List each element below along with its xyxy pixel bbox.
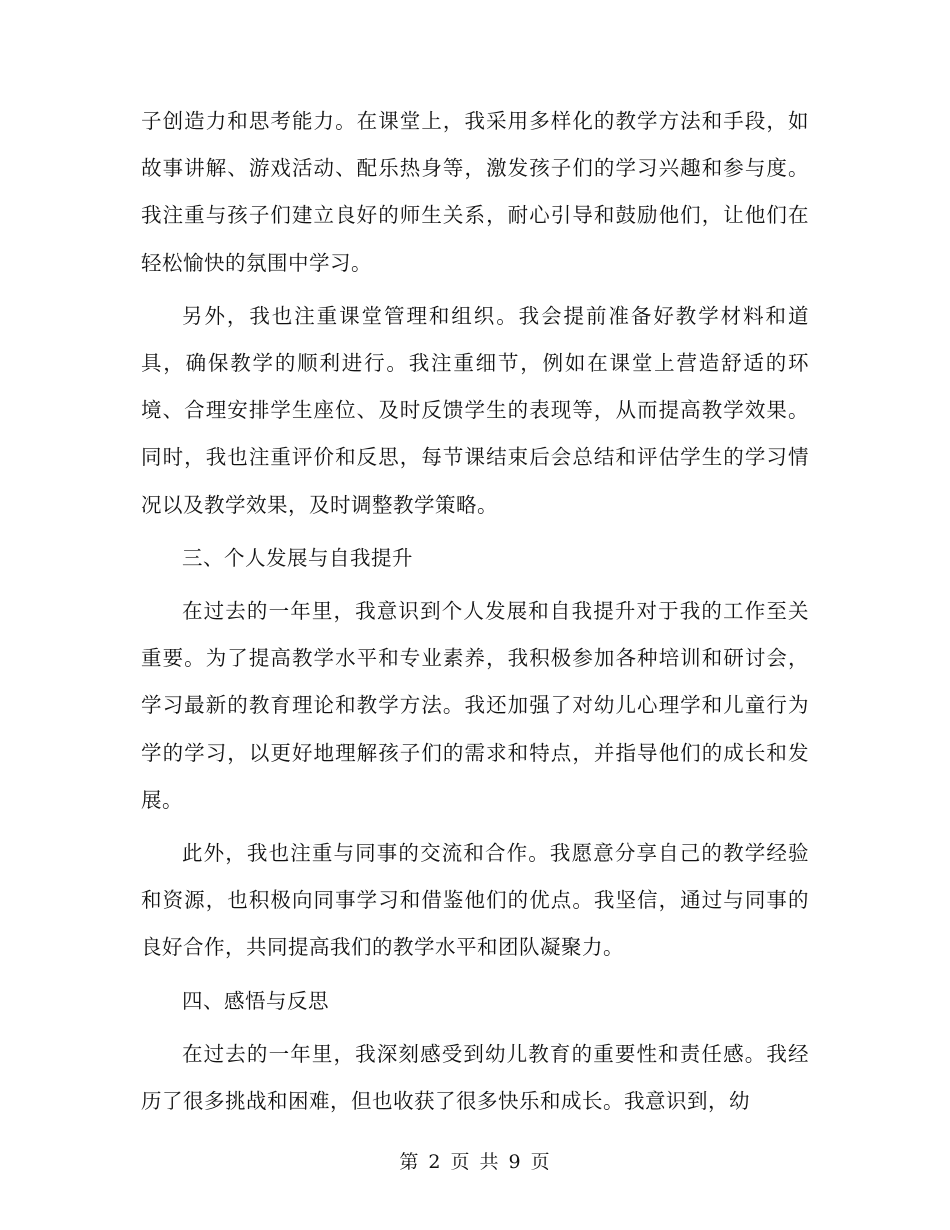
- paragraph-reflection: 在过去的一年里，我深刻感受到幼儿教育的重要性和责任感。我经历了很多挑战和困难，但也收获了很多快乐和成长。我意识到，幼: [141, 1041, 809, 1114]
- section-heading-reflection: 四、感悟与反思: [182, 988, 329, 1013]
- page-number-footer: 第 2 页 共 9 页: [399, 1151, 551, 1173]
- document-body: [141, 98, 809, 1131]
- paragraph-continuation: 子创造力和思考能力。在课堂上，我采用多样化的教学方法和手段，如故事讲解、游戏活动、配乐热身等，激发孩子们的学习兴趣和参与度。我注重与孩子们建立良好的师生关系，耐心引导和鼓励他们，让他们在轻松愉快的氛围中学习。: [141, 109, 809, 275]
- section-heading-personal-development: 三、个人发展与自我提升: [182, 545, 413, 570]
- paragraph-classroom-management: 另外，我也注重课堂管理和组织。我会提前准备好教学材料和道具，确保教学的顺利进行。我注重细节，例如在课堂上营造舒适的环境、合理安排学生座位、及时反馈学生的表现等，从而提高教学效果。同时，我也注重评价和反思，每节课结束后会总结和评估学生的学习情况以及教学效果，及时调整教学策略。: [141, 303, 809, 517]
- paragraph-colleague-cooperation: 此外，我也注重与同事的交流和合作。我愿意分享自己的教学经验和资源，也积极向同事学习和借鉴他们的优点。我坚信，通过与同事的良好合作，共同提高我们的教学水平和团队凝聚力。: [141, 841, 809, 960]
- paragraph-self-improvement: 在过去的一年里，我意识到个人发展和自我提升对于我的工作至关重要。为了提高教学水平和专业素养，我积极参加各种培训和研讨会，学习最新的教育理论和教学方法。我还加强了对幼儿心理学和儿童行为学的学习，以更好地理解孩子们的需求和特点，并指导他们的成长和发展。: [141, 599, 809, 812]
